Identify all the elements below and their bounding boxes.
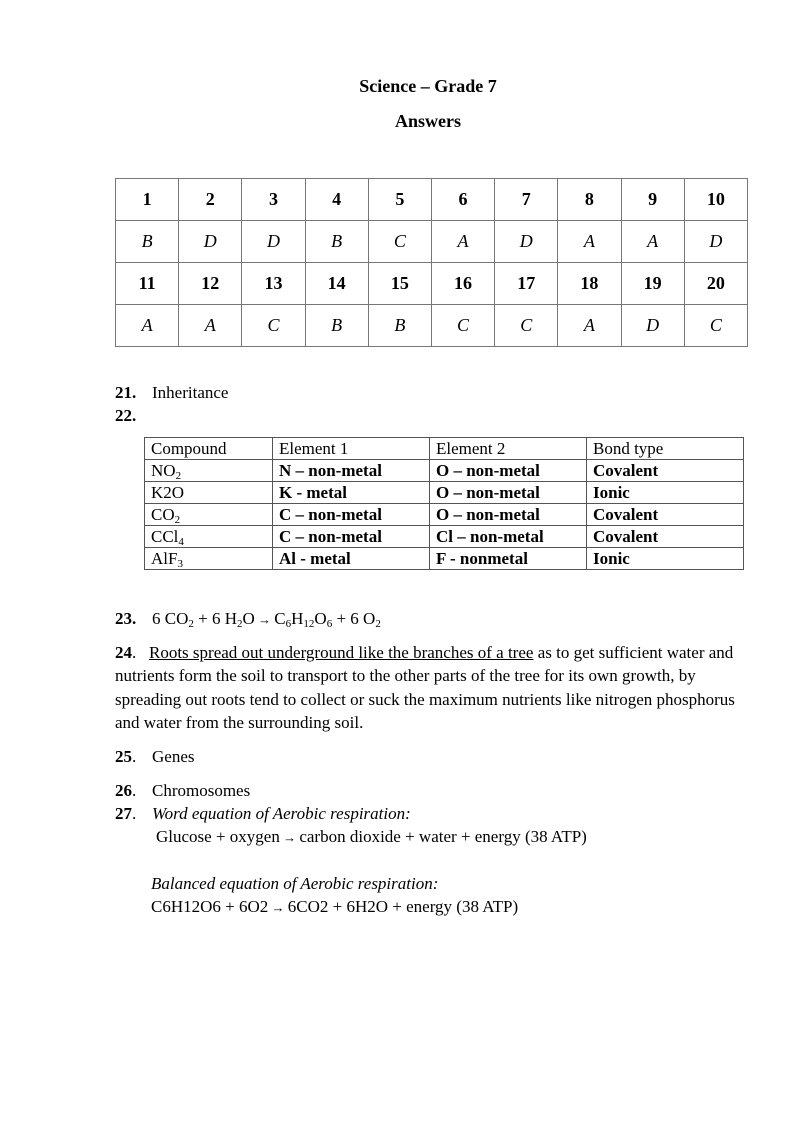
bond-type-table — [144, 437, 744, 570]
table-header-row — [145, 438, 744, 460]
answer-letter-cell: C — [368, 221, 431, 263]
answer-text: Genes — [152, 747, 195, 766]
bond-type-cell: Covalent — [587, 460, 744, 482]
page-subtitle: Answers — [395, 111, 461, 131]
header-compound: Compound — [145, 438, 273, 460]
arrow-icon: → — [279, 830, 300, 845]
underlined-answer: Roots spread out underground like the branches of a tree — [149, 643, 534, 662]
question-24: 24. Roots spread out underground like the branches of a tree as to get sufficient water and nutrients form the soil to transport to the other parts of the tree for its own growth, by spreading out roots tend to collect or suck the maximum nutrients like nitrogen phosphorus and water from the surrounding soil. — [115, 643, 735, 732]
answer-letter-cell: D — [495, 221, 558, 263]
answer-letter-cell: A — [558, 305, 621, 347]
answer-letter-row — [116, 305, 748, 347]
bond-type-cell: Covalent — [587, 504, 744, 526]
question-number-cell: 19 — [621, 263, 684, 305]
answer-letter-cell: A — [179, 305, 242, 347]
compound-cell: $NO_2$ — [145, 460, 273, 482]
question-number-cell: 16 — [431, 263, 494, 305]
answer-letter-cell: D — [621, 305, 684, 347]
element-2-cell: O – non-metal — [430, 482, 587, 504]
question-number-cell: 13 — [242, 263, 305, 305]
question-number: 22. — [115, 406, 137, 425]
answer-letter-cell: A — [116, 305, 179, 347]
question-number-cell: 1 — [116, 179, 179, 221]
question-26: 26. Chromosomes — [115, 781, 251, 800]
answer-letter-cell: D — [179, 221, 242, 263]
answer-grid-table — [115, 178, 748, 347]
word-equation: Glucose + oxygen → carbon dioxide + water + energy (38 ATP) — [156, 827, 587, 846]
question-number-cell: 3 — [242, 179, 305, 221]
answer-letter-cell: C — [431, 305, 494, 347]
question-number-cell: 9 — [621, 179, 684, 221]
header-element-2: Element 2 — [430, 438, 587, 460]
header-bond-type: Bond type — [587, 438, 744, 460]
element-1-cell: Al - metal — [273, 548, 430, 570]
answer-letter-cell: B — [305, 305, 368, 347]
header-element-1: Element 1 — [273, 438, 430, 460]
question-25: 25. Genes — [115, 747, 195, 766]
question-27: 27. Word equation of Aerobic respiration: — [115, 804, 411, 823]
answer-letter-cell: A — [431, 221, 494, 263]
question-number: 21. — [115, 383, 137, 402]
element-2-cell: Cl – non-metal — [430, 526, 587, 548]
compound-cell: K2O — [145, 482, 273, 504]
element-1-cell: C – non-metal — [273, 504, 430, 526]
answer-letter-cell: C — [242, 305, 305, 347]
answer-letter-cell: C — [495, 305, 558, 347]
bond-type-cell: Ionic — [587, 482, 744, 504]
bond-type-cell: Covalent — [587, 526, 744, 548]
question-22 — [115, 404, 152, 427]
element-1-cell: C – non-metal — [273, 526, 430, 548]
answer-letter-cell: B — [368, 305, 431, 347]
question-21 — [115, 381, 228, 404]
element-2-cell: O – non-metal — [430, 460, 587, 482]
question-number: 27 — [115, 804, 132, 823]
element-1-cell: K - metal — [273, 482, 430, 504]
question-number-cell: 8 — [558, 179, 621, 221]
question-number: 26 — [115, 781, 132, 800]
answer-letter-cell: D — [242, 221, 305, 263]
balanced-equation: C6H12O6 + 6O2 → 6CO2 + 6H2O + energy (38 ATP) — [151, 897, 519, 916]
question-number: 23. — [115, 609, 137, 628]
element-2-cell: F - nonmetal — [430, 548, 587, 570]
arrow-icon: → — [268, 900, 288, 915]
balanced-equation-label: Balanced equation of Aerobic respiration: — [151, 874, 439, 893]
question-number-cell: 12 — [179, 263, 242, 305]
question-number-cell: 2 — [179, 179, 242, 221]
table-row — [145, 504, 744, 526]
compound-cell: AlF$_3$ — [145, 548, 273, 570]
question-number-row — [116, 263, 748, 305]
question-number-cell: 11 — [116, 263, 179, 305]
word-equation-label: Word equation of Aerobic respiration: — [152, 804, 411, 823]
table-row — [145, 526, 744, 548]
question-number: 25 — [115, 747, 132, 766]
compound-cell: CCl$_4$ — [145, 526, 273, 548]
table-row — [145, 548, 744, 570]
answer-letter-cell: A — [621, 221, 684, 263]
bond-type-cell: Ionic — [587, 548, 744, 570]
question-number-cell: 20 — [684, 263, 747, 305]
table-row — [145, 482, 744, 504]
compound-cell: $CO_2$ — [145, 504, 273, 526]
answer-letter-cell: D — [684, 221, 747, 263]
question-number-cell: 15 — [368, 263, 431, 305]
question-number-cell: 5 — [368, 179, 431, 221]
question-number-cell: 4 — [305, 179, 368, 221]
question-number-row — [116, 179, 748, 221]
answer-letter-row — [116, 221, 748, 263]
question-number-cell: 7 — [495, 179, 558, 221]
question-number-cell: 10 — [684, 179, 747, 221]
answer-letter-cell: C — [684, 305, 747, 347]
answer-text: Chromosomes — [152, 781, 251, 800]
arrow-icon: → — [254, 612, 275, 627]
question-number: 24 — [115, 643, 132, 662]
answer-text: as to get sufficient water and nutrients form the soil to transport to the other parts of the tree for its own growth, by spreading out roots tend to collect or suck the maximum nutrients like nitrogen phosphorus and water from the surrounding soil. — [115, 643, 735, 732]
question-number-cell: 6 — [431, 179, 494, 221]
question-number-cell: 18 — [558, 263, 621, 305]
question-number-cell: 14 — [305, 263, 368, 305]
question-23 — [115, 607, 381, 631]
photosynthesis-equation: 6 $CO_2 + 6$ $H_2O \to C_6H_{12}O_6 + 6$ $O_2$ — [152, 609, 381, 630]
answer-letter-cell: B — [116, 221, 179, 263]
answer-letter-cell: A — [558, 221, 621, 263]
answer-text: Inheritance — [152, 383, 229, 402]
question-number-cell: 17 — [495, 263, 558, 305]
page-title: Science – Grade 7 — [359, 76, 497, 96]
element-2-cell: O – non-metal — [430, 504, 587, 526]
element-1-cell: N – non-metal — [273, 460, 430, 482]
answer-letter-cell: B — [305, 221, 368, 263]
table-row — [145, 460, 744, 482]
